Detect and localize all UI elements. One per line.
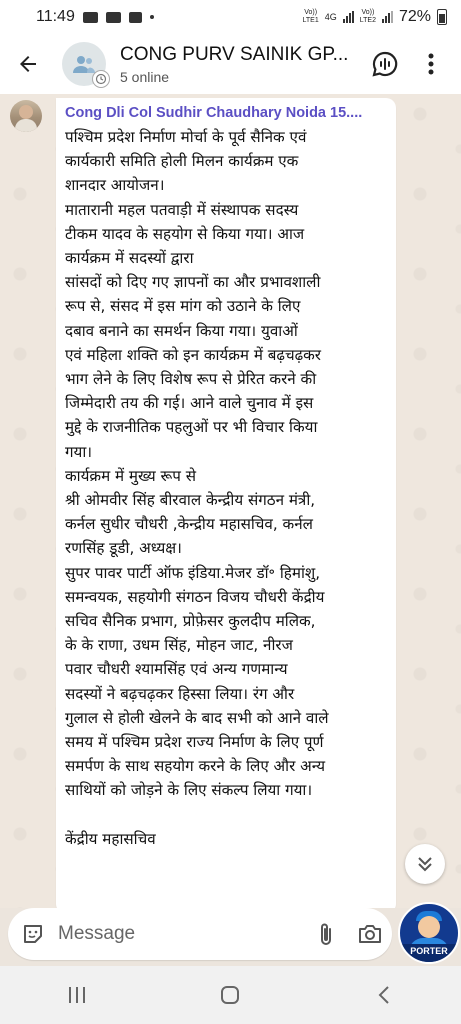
message-line: मुद्दे के राजनीतिक पहलुओं पर भी विचार किया [65, 418, 318, 437]
message-line: शानदार आयोजन। [65, 176, 165, 195]
message-line: केंद्रीय महासचिव [65, 829, 156, 848]
home-button[interactable] [200, 975, 260, 1015]
camera-button[interactable] [348, 908, 392, 960]
message-line: समर्पण के साथ सहयोग करने के लिए और अन्य [65, 757, 326, 776]
message-line: के के राणा, उधम सिंह, मोहन जाट, नीरज [65, 636, 293, 655]
group-avatar[interactable] [62, 42, 106, 86]
network-type: 4G [324, 12, 337, 22]
group-icon [72, 54, 96, 74]
chat-title: CONG PURV SAINIK GP... [120, 43, 349, 65]
status-bar [0, 0, 461, 34]
sticker-button[interactable] [8, 908, 58, 960]
signal-icon [343, 11, 354, 23]
message-line: समन्वयक, सहयोगी संगठन विजय चौधरी केंद्रीय [65, 587, 325, 606]
back-button[interactable] [0, 34, 56, 94]
porter-ad-button[interactable] [398, 902, 460, 964]
voice-chat-button[interactable] [367, 46, 403, 82]
message-line: रूप से, संसद में इस मांग को उठाने के लिए [65, 297, 301, 316]
online-count: 5 online [120, 68, 170, 85]
battery-icon [437, 9, 447, 25]
system-nav-bar [0, 966, 461, 1024]
back-chevron-icon [377, 985, 391, 1005]
back-nav-button[interactable] [354, 975, 414, 1015]
battery-percent: 72% [398, 8, 431, 25]
camera-icon [357, 923, 383, 945]
message-line: पश्चिम प्रदेश निर्माण मोर्चा के पूर्व सैनिक एवं [65, 128, 307, 146]
recents-button[interactable] [47, 975, 107, 1015]
message-line: कार्यक्रम में सदस्यों द्वारा [65, 249, 194, 268]
sticker-icon [21, 922, 45, 946]
message-line: दबाव बनाने का समर्थन किया गया। युवाओं [65, 321, 298, 340]
clock-badge-icon [92, 70, 110, 88]
message-line: कार्यक्रम में मुख्य रूप से [65, 466, 197, 485]
paperclip-icon [318, 921, 334, 947]
back-arrow-icon [16, 52, 40, 76]
scroll-to-bottom-button[interactable] [405, 844, 445, 884]
message-line: सदस्यों ने बढ़चढ़कर हिस्सा लिया। रंग और [65, 684, 295, 703]
message-line: साथियों को जोड़ने के लिए संकल्प लिया गया। [65, 781, 313, 800]
message-bubble[interactable] [56, 98, 396, 908]
message-line: पवार चौधरी श्यामसिंह एवं अन्य गणमान्य [65, 660, 288, 679]
message-sender[interactable]: Cong Dli Col Sudhir Chaudhary Noida 15.... [65, 105, 363, 121]
message-line: श्री ओमवीर सिंह बीरवाल केन्द्रीय संगठन मंत्री, [65, 491, 316, 510]
porter-label: PORTER [400, 944, 458, 962]
message-line: कर्नल सुधीर चौधरी ,केन्द्रीय महासचिव, कर्नल [65, 515, 313, 534]
notification-app-icon [129, 12, 142, 23]
message-line: भाग लेने के लिए विशेष रूप से प्रेरित करने की [65, 370, 317, 389]
sim1-label: Vo)) LTE1 [302, 9, 319, 24]
message-line [65, 803, 387, 827]
attach-button[interactable] [304, 908, 348, 960]
more-options-button[interactable] [413, 46, 449, 82]
chat-title-area[interactable] [120, 44, 356, 85]
message-text [65, 125, 387, 851]
sim2-label: Vo)) LTE2 [359, 9, 376, 24]
message-line: कार्यकारी समिति होली मिलन कार्यक्रम एक [65, 152, 299, 171]
message-composer [0, 908, 461, 966]
message-line: सांसदों को दिए गए ज्ञापनों का और प्रभावशाली [65, 273, 321, 292]
voice-chat-icon [372, 51, 398, 77]
message-line: समय में पश्चिम प्रदेश राज्य निर्माण के लिए पूर्ण [65, 733, 324, 752]
more-notifications-icon [150, 15, 154, 19]
chat-header [0, 34, 461, 94]
chat-area[interactable] [0, 94, 461, 908]
signal-icon [382, 11, 393, 23]
message-line: सचिव सैनिक प्रभाग, प्रोफ़ेसर कुलदीप मलिक, [65, 612, 316, 631]
message-input[interactable] [58, 914, 304, 954]
double-chevron-down-icon [416, 855, 434, 873]
porter-face [418, 916, 440, 938]
message-line: मातारानी महल पतवाड़ी में संस्थापक सदस्य [65, 200, 299, 219]
more-vert-icon [428, 53, 434, 75]
status-time: 11:49 [36, 8, 75, 25]
message-line: जिम्मेदारी तय की गई। आने वाले चुनाव में इस [65, 394, 314, 413]
message-line: एवं महिला शक्ति को इन कार्यक्रम में बढ़चढ़कर [65, 345, 322, 364]
message-line: सुपर पावर पार्टी ऑफ इंडिया.मेजर डॉ॰ हिमांशु, [65, 563, 321, 582]
message-line: गुलाल से होली खेलने के बाद सभी को आने वाले [65, 708, 329, 727]
home-icon [220, 985, 240, 1005]
recents-icon [67, 986, 87, 1004]
message-line: टीकम यादव के सहयोग से किया गया। आज [65, 224, 305, 243]
youtube-icon [83, 12, 98, 23]
youtube-icon [106, 12, 121, 23]
message-box [8, 908, 392, 960]
sender-avatar[interactable] [10, 100, 42, 132]
message-line: रणसिंह डूडी, अध्यक्ष। [65, 539, 182, 558]
message-line: गया। [65, 442, 93, 461]
